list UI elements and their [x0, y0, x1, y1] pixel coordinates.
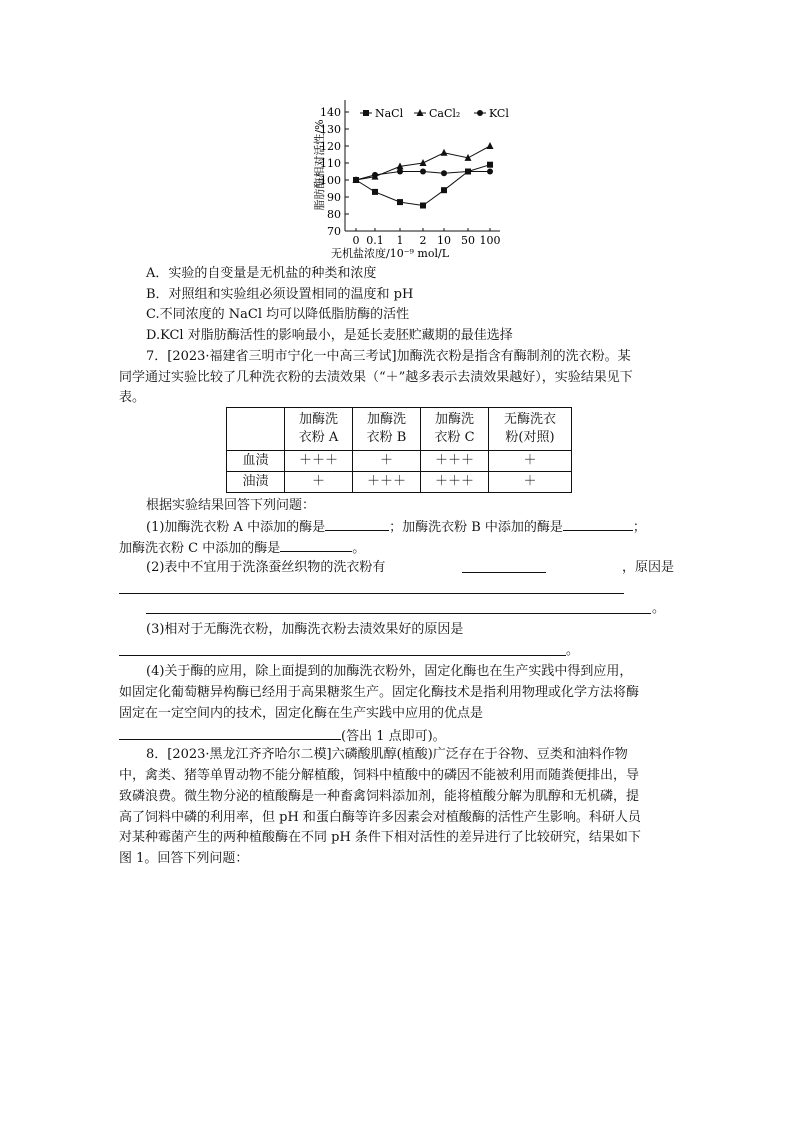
y-tick-label: 140	[320, 106, 341, 119]
data-point	[441, 149, 448, 156]
data-point	[372, 172, 378, 178]
table-row	[227, 472, 572, 493]
data-point	[372, 189, 378, 195]
legend-label: KCl	[489, 107, 509, 120]
answer-blank-enzyme-c[interactable]	[280, 538, 352, 552]
header-powder-b: 加酶洗 衣粉 B	[353, 408, 421, 451]
legend-marker	[477, 110, 483, 116]
x-tick-label: 100	[479, 234, 501, 247]
table-corner-cell	[227, 408, 285, 451]
data-point	[441, 187, 447, 193]
data-point	[420, 203, 426, 209]
q8-line5: 对某种霉菌产生的两种植酸酶在不同 pH 条件下相对活性的差异进行了比较研究，结果如下	[119, 830, 641, 845]
y-tick-label: 120	[320, 140, 341, 153]
q8-line1: 8．[2023·黑龙江齐齐哈尔二模]六磷酸肌醇(植酸)广泛存在于谷物、豆类和油料作物	[146, 747, 628, 762]
q8-line2: 中，禽类、猪等单胃动物不能分解植酸，饲料中植酸中的磷因不能被利用而随粪便排出，导	[119, 768, 640, 783]
q7-part4-line1: (4)关于酶的应用，除上面提到的加酶洗衣粉外，固定化酶也在生产实践中得到应用，	[146, 664, 633, 679]
option-a: A．实验的自变量是无机盐的种类和浓度	[146, 266, 377, 281]
legend-label: CaCl₂	[429, 107, 461, 120]
q7-part3-line1: (3)相对于无酶洗衣粉，加酶洗衣粉去渍效果好的原因是	[146, 622, 464, 637]
answer-blank-advantage[interactable]	[119, 726, 341, 740]
table-cell: ＋	[285, 472, 353, 493]
y-tick-label: 80	[327, 208, 341, 221]
option-c: C.不同浓度的 NaCl 均可以降低脂肪酶的活性	[146, 307, 410, 322]
header-powder-c: 加酶洗 衣粉 C	[421, 408, 489, 451]
table-cell: ＋	[489, 451, 572, 472]
y-tick-label: 100	[320, 174, 341, 187]
legend-label: NaCl	[375, 107, 404, 120]
lipase-activity-chart	[0, 0, 794, 270]
q7-intro-line2: 同学通过实验比较了几种洗衣粉的去渍效果（“＋”越多表示去渍效果越好），实验结果见下	[119, 370, 633, 385]
q7-part2-end: 。	[652, 601, 666, 616]
data-point	[397, 199, 403, 205]
header-powder-a: 加酶洗 衣粉 A	[285, 408, 353, 451]
x-tick-label: 0.1	[366, 234, 384, 247]
table-cell: ＋＋＋	[421, 451, 489, 472]
table-cell: ＋＋＋	[353, 472, 421, 493]
data-point	[487, 162, 493, 168]
q8-line6: 图 1。回答下列问题：	[119, 851, 249, 866]
x-tick-label: 50	[461, 234, 475, 247]
header-control: 无酶洗衣 粉(对照)	[489, 408, 572, 451]
q8-line3: 致磷浪费。微生物分泌的植酸酶是一种畜禽饲料添加剂，能将植酸分解为肌醇和无机磷，提	[119, 789, 640, 804]
q7-part4-line3: 固定在一定空间内的技术，固定化酶在生产实践中应用的优点是	[119, 706, 484, 721]
data-point	[397, 169, 403, 175]
table-cell: ＋	[489, 472, 572, 493]
q7-part1-line1: (1)加酶洗衣粉 A 中添加的酶是 ；加酶洗衣粉 B 中添加的酶是 ；	[146, 517, 646, 537]
option-d: D.KCl 对脂肪酶活性的影响最小，是延长麦胚贮藏期的最佳选择	[146, 328, 513, 343]
table-cell: ＋	[353, 451, 421, 472]
data-point	[420, 159, 427, 166]
table-header-row	[227, 408, 572, 451]
x-tick-label: 10	[437, 234, 451, 247]
q7-intro-line3: 表。	[119, 390, 146, 405]
x-axis-label: 无机盐浓度/10⁻⁹ mol/L	[331, 247, 449, 260]
data-point	[420, 169, 426, 175]
q7-intro-line1: 7．[2023·福建省三明市宁化一中高三考试]加酶洗衣粉是指含有酶制剂的洗衣粉。某	[146, 349, 631, 364]
q7-results-table	[226, 407, 572, 493]
data-point	[441, 170, 447, 176]
data-point	[465, 169, 471, 175]
table-cell: ＋＋＋	[421, 472, 489, 493]
answer-blank-enzyme-a[interactable]	[325, 517, 389, 531]
answer-blank-enzyme-b[interactable]	[563, 517, 633, 531]
answer-blank-unsuitable-powders[interactable]	[462, 559, 546, 573]
table-row	[227, 451, 572, 472]
table-cell: ＋＋＋	[285, 451, 353, 472]
x-tick-label: 0	[352, 234, 360, 247]
x-tick-label: 2	[419, 234, 427, 247]
answer-line-reason[interactable]	[119, 593, 624, 594]
x-tick-label: 1	[396, 234, 404, 247]
q8-line4: 高了饲料中磷的利用率，但 pH 和蛋白酶等许多因素会对植酸酶的活性产生影响。科研人员	[119, 810, 641, 825]
data-point	[353, 177, 359, 183]
legend-marker	[363, 110, 369, 116]
answer-line-reason-2[interactable]	[146, 613, 651, 614]
y-tick-label: 90	[327, 191, 341, 204]
y-tick-label: 130	[320, 123, 341, 136]
answer-line-reason-3[interactable]	[119, 655, 566, 656]
y-axis-label: 脂肪酶相对活性/%	[313, 119, 326, 211]
q7-part2-line1: (2)表中不宜用于洗涤蚕丝织物的洗衣粉有 ，原因是	[146, 560, 674, 575]
row-label-blood: 血渍	[227, 451, 285, 472]
data-point	[487, 169, 493, 175]
q7-prompt: 根据实验结果回答下列问题：	[146, 498, 316, 513]
data-point	[487, 142, 494, 149]
row-label-oil: 油渍	[227, 472, 285, 493]
q7-part3-end: 。	[566, 643, 580, 658]
q7-part1-line2: 加酶洗衣粉 C 中添加的酶是 。	[119, 538, 365, 558]
option-b: B．对照组和实验组必须设置相同的温度和 pH	[146, 287, 414, 302]
q7-part4-line2: 如固定化葡萄糖异构酶已经用于高果糖浆生产。固定化酶技术是指利用物理或化学方法将酶	[119, 685, 640, 700]
q7-part4-line4: (答出 1 点即可)。	[119, 726, 446, 746]
y-tick-label: 110	[320, 157, 341, 170]
y-tick-label: 70	[327, 225, 341, 238]
